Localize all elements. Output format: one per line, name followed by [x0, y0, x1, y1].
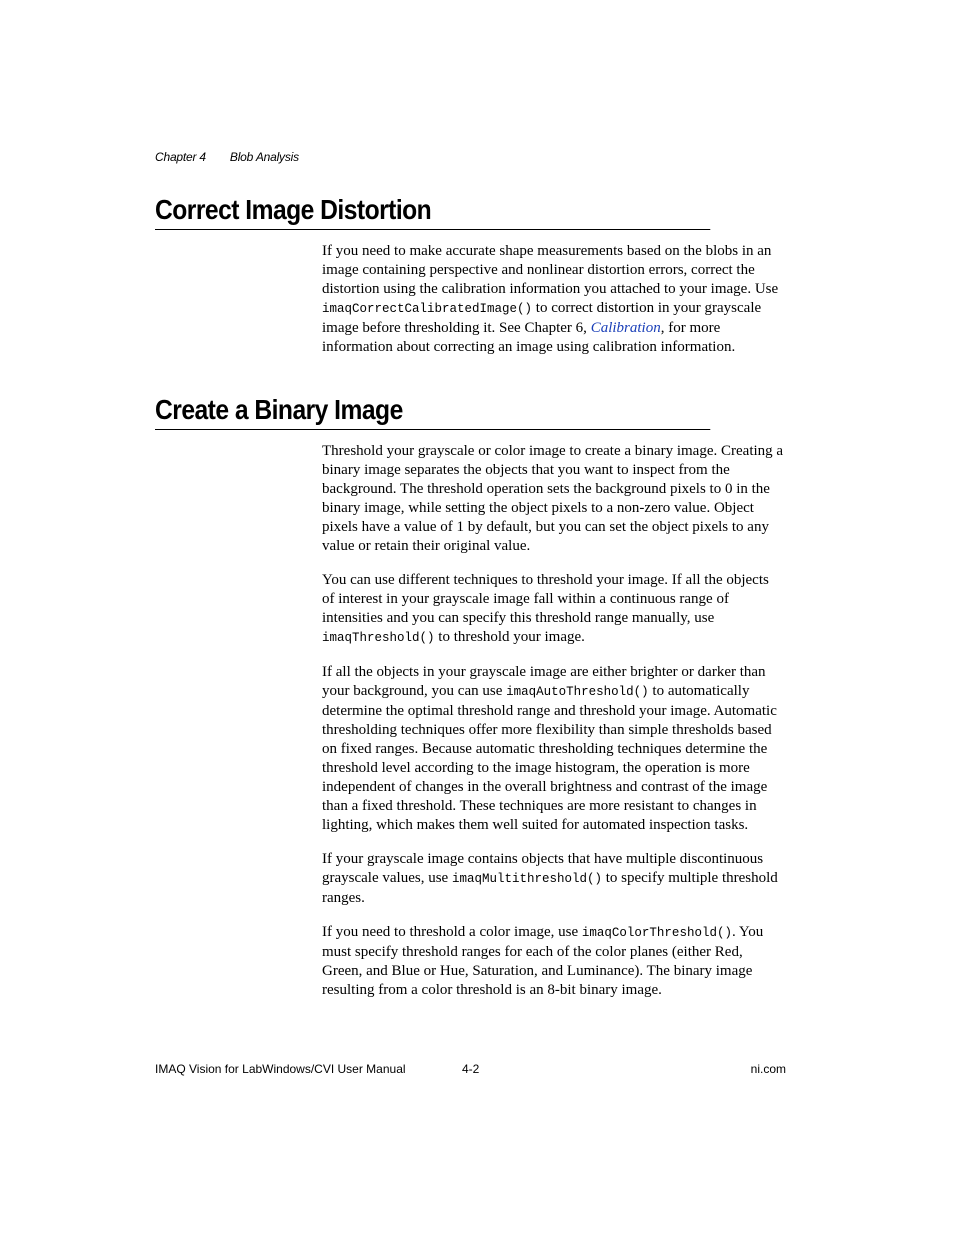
- function-name: imaqThreshold(): [322, 631, 435, 645]
- chapter-label: Chapter 4: [155, 150, 206, 164]
- section-correct-image-distortion: [155, 193, 786, 372]
- paragraph: If you need to make accurate shape measurements based on the blobs in an image containing perspective and nonlinear distortion errors, correct the distortion using the calibration information you attached to your image. Use imaqCorrectCalibratedImage() to correct distortion in your grayscale image before thresholding it. See Chapter 6, Calibration, for more information about correcting an image using calibration information.: [322, 243, 779, 355]
- section-heading: Create a Binary Image: [155, 393, 710, 430]
- page-number: 4-2: [462, 1062, 480, 1076]
- calibration-link[interactable]: Calibration: [590, 320, 661, 336]
- paragraph: You can use different techniques to threshold your image. If all the objects of interest in your grayscale image fall within a continuous range of intensities and you can specify this threshold range manually, use imaqThreshold() to threshold your image.: [322, 572, 769, 645]
- function-name: imaqAutoThreshold(): [506, 685, 649, 699]
- function-name: imaqColorThreshold(): [581, 926, 732, 940]
- section-create-binary-image: [155, 393, 786, 1015]
- section-body: [322, 442, 784, 1000]
- function-name: imaqCorrectCalibratedImage(): [322, 302, 533, 316]
- paragraph: If your grayscale image contains objects that have multiple discontinuous grayscale values, use imaqMultithreshold() to specify multiple threshold ranges.: [322, 851, 778, 906]
- section-body: [322, 242, 784, 357]
- section-heading: Correct Image Distortion: [155, 193, 710, 230]
- manual-title: IMAQ Vision for LabWindows/CVI User Manual: [155, 1062, 406, 1076]
- paragraph: If all the objects in your grayscale image are either brighter or darker than your background, you can use imaqAutoThreshold() to automatically determine the optimal threshold range and threshold your image. Automatic thresholding techniques offer more flexibility than simple thresholds based on fixed ranges. Because automatic thresholding techniques determine the threshold level according to the image histogram, the operation is more independent of changes in the overall brightness and contrast of the image than a fixed threshold. These techniques are more resistant to changes in lighting, which makes them well suited for automated inspection tasks.: [322, 664, 777, 833]
- paragraph: If you need to threshold a color image, use imaqColorThreshold(). You must specify threshold ranges for each of the color planes (either Red, Green, and Blue or Hue, Saturation, and Luminance). The binary image resulting from a color threshold is an 8-bit binary image.: [322, 924, 764, 998]
- chapter-title: Blob Analysis: [229, 150, 299, 164]
- function-name: imaqMultithreshold(): [451, 872, 602, 886]
- website-link[interactable]: ni.com: [750, 1062, 786, 1076]
- running-header: [155, 150, 299, 164]
- paragraph: Threshold your grayscale or color image to create a binary image. Creating a binary image separates the objects that you want to inspect from the background. The threshold operation sets the background pixels to 0 in the binary image, while setting the object pixels to a non-zero value. Object pixels have a value of 1 by default, but you can set the object pixels to any value or retain their original value.: [322, 443, 784, 554]
